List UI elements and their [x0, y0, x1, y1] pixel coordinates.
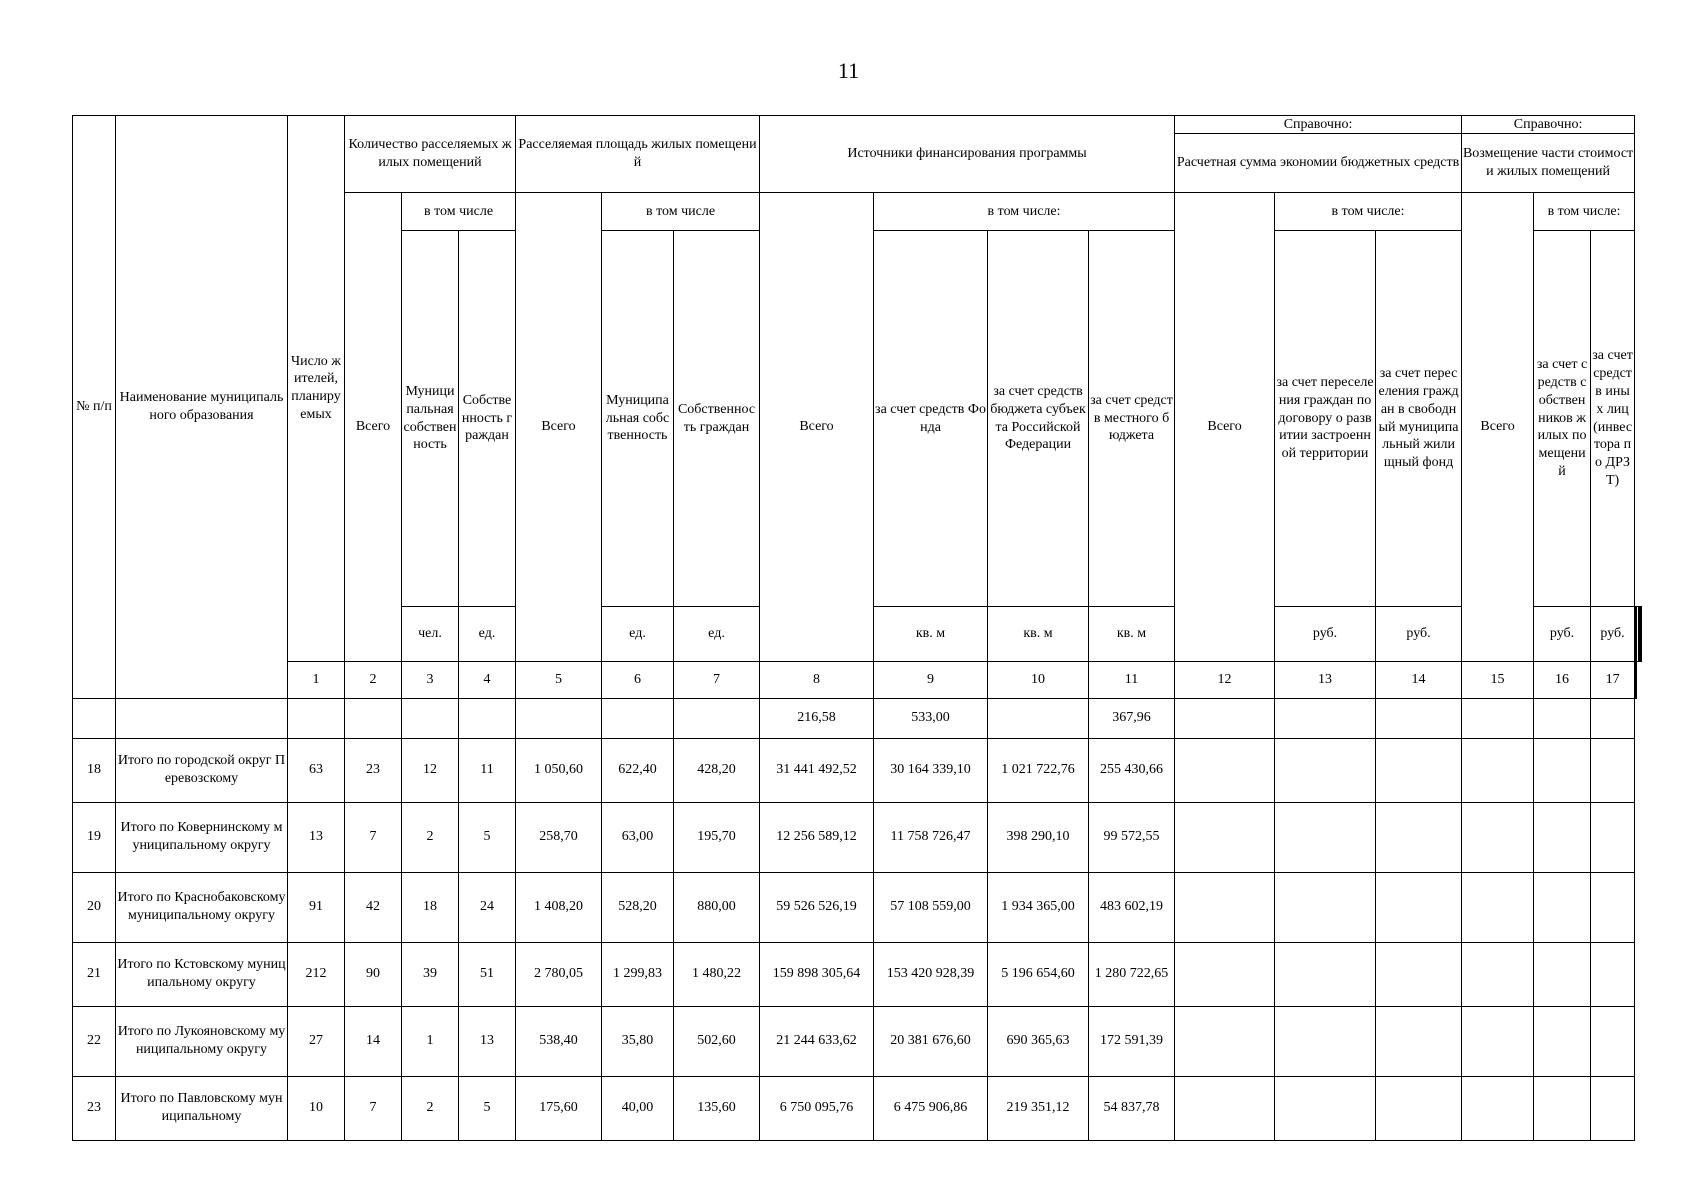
row-fin-fond: 153 420 928,39 — [874, 942, 988, 1006]
header-area-mun: Муниципальная собственность — [602, 231, 674, 607]
row-area-own: 135,60 — [674, 1076, 760, 1140]
row-empty-cell — [1175, 802, 1275, 872]
row-fin-local: 172 591,39 — [1089, 1006, 1175, 1076]
column-number: 2 — [345, 661, 402, 698]
row-residents: 91 — [288, 872, 345, 942]
carry-cell — [1175, 698, 1275, 738]
row-number: 22 — [73, 1006, 116, 1076]
header-fin-fond: за счет средств Фонда — [874, 231, 988, 607]
row-empty-cell — [1591, 802, 1635, 872]
carry-cell — [1275, 698, 1376, 738]
row-area-mun: 35,80 — [602, 1006, 674, 1076]
table-row — [73, 1006, 1642, 1076]
row-units-total: 42 — [345, 872, 402, 942]
carry-cell — [674, 698, 760, 738]
row-empty-cell — [1376, 1006, 1462, 1076]
row-fin-local: 99 572,55 — [1089, 802, 1175, 872]
row-units-mun: 18 — [402, 872, 459, 942]
carry-cell — [1591, 698, 1635, 738]
row-fin-subj: 398 290,10 — [988, 802, 1089, 872]
row-empty-cell — [1591, 1006, 1635, 1076]
header-econ-v-tom-chisle: в том числе: — [1275, 193, 1462, 231]
row-fin-total: 21 244 633,62 — [760, 1006, 874, 1076]
column-number: 7 — [674, 661, 760, 698]
header-econ-total: Всего — [1175, 193, 1275, 662]
column-number: 1 — [288, 661, 345, 698]
table-row — [73, 872, 1642, 942]
row-residents: 63 — [288, 738, 345, 802]
carry-cell — [1376, 698, 1462, 738]
table-row — [73, 942, 1642, 1006]
carry-cell — [73, 698, 116, 738]
row-empty-cell — [1534, 872, 1591, 942]
row-empty-cell — [1175, 738, 1275, 802]
row-units-mun: 39 — [402, 942, 459, 1006]
header-group-ekonomiya-cell — [1175, 116, 1462, 193]
row-area-total: 175,60 — [516, 1076, 602, 1140]
row-empty-cell — [1275, 872, 1376, 942]
header-fin-local: за счет средств местного бюджета — [1089, 231, 1175, 607]
row-area-own: 1 480,22 — [674, 942, 760, 1006]
row-fin-subj: 219 351,12 — [988, 1076, 1089, 1140]
column-number: 9 — [874, 661, 988, 698]
unit-cell: руб. — [1591, 607, 1635, 662]
table-row — [73, 802, 1642, 872]
row-fin-fond: 20 381 676,60 — [874, 1006, 988, 1076]
row-empty-cell — [1275, 738, 1376, 802]
header-vozm-v-tom-chisle: в том числе: — [1534, 193, 1635, 231]
row-empty-cell — [1591, 1076, 1635, 1140]
carry-cell — [402, 698, 459, 738]
unit-cell: кв. м — [988, 607, 1089, 662]
row-area-own: 195,70 — [674, 802, 760, 872]
header-spravochno-2: Справочно: — [1462, 116, 1634, 134]
row-units-own: 13 — [459, 1006, 516, 1076]
row-empty-cell — [1462, 942, 1534, 1006]
row-fin-fond: 11 758 726,47 — [874, 802, 988, 872]
unit-cell: чел. — [402, 607, 459, 662]
row-units-mun: 2 — [402, 1076, 459, 1140]
unit-cell: руб. — [1376, 607, 1462, 662]
header-area-total: Всего — [516, 193, 602, 662]
row-empty-cell — [1376, 872, 1462, 942]
row-empty-cell — [1275, 802, 1376, 872]
header-units-v-tom-chisle: в том числе — [402, 193, 516, 231]
header-area-v-tom-chisle: в том числе — [602, 193, 760, 231]
row-units-total: 7 — [345, 1076, 402, 1140]
header-group-istochniki: Источники финансирования программы — [760, 116, 1175, 193]
row-fin-total: 31 441 492,52 — [760, 738, 874, 802]
row-fin-local: 255 430,66 — [1089, 738, 1175, 802]
header-units-own: Собственность граждан — [459, 231, 516, 607]
row-name: Итого по Ковернинскому муниципальному округу — [116, 802, 288, 872]
row-empty-cell — [1591, 872, 1635, 942]
column-number: 4 — [459, 661, 516, 698]
row-number: 19 — [73, 802, 116, 872]
row-number: 20 — [73, 872, 116, 942]
header-fin-v-tom-chisle: в том числе: — [874, 193, 1175, 231]
header-area-own: Собственность граждан — [674, 231, 760, 607]
row-empty-cell — [1175, 872, 1275, 942]
row-units-total: 14 — [345, 1006, 402, 1076]
row-area-mun: 1 299,83 — [602, 942, 674, 1006]
row-area-mun: 528,20 — [602, 872, 674, 942]
header-group-kolichestvo: Количество расселяемых жилых помещений — [345, 116, 516, 193]
header-fin-total: Всего — [760, 193, 874, 662]
header-vozm-total: Всего — [1462, 193, 1534, 662]
column-number: 5 — [516, 661, 602, 698]
row-name: Итого по городской округ Перевозскому — [116, 738, 288, 802]
unit-cell: руб. — [1275, 607, 1376, 662]
row-empty-cell — [1462, 872, 1534, 942]
row-area-own: 502,60 — [674, 1006, 760, 1076]
row-units-own: 5 — [459, 1076, 516, 1140]
column-number: 3 — [402, 661, 459, 698]
row-residents: 212 — [288, 942, 345, 1006]
row-area-total: 1 408,20 — [516, 872, 602, 942]
row-empty-cell — [1376, 1076, 1462, 1140]
row-name: Итого по Лукояновскому муниципальному округу — [116, 1006, 288, 1076]
header-num: № п/п — [73, 116, 116, 699]
carry-cell — [602, 698, 674, 738]
row-name: Итого по Краснобаковскому муниципальному округу — [116, 872, 288, 942]
row-units-own: 11 — [459, 738, 516, 802]
header-econ-svobodny: за счет переселения граждан в свободный муниципальный жилищный фонд — [1376, 231, 1462, 607]
row-fin-subj: 690 365,63 — [988, 1006, 1089, 1076]
row-units-total: 90 — [345, 942, 402, 1006]
unit-cell: кв. м — [1089, 607, 1175, 662]
row-empty-cell — [1591, 738, 1635, 802]
table-row — [73, 738, 1642, 802]
row-residents: 27 — [288, 1006, 345, 1076]
row-empty-cell — [1376, 738, 1462, 802]
row-area-own: 880,00 — [674, 872, 760, 942]
header-units-mun: Муниципальная собственность — [402, 231, 459, 607]
column-number: 6 — [602, 661, 674, 698]
row-area-total: 538,40 — [516, 1006, 602, 1076]
row-fin-total: 12 256 589,12 — [760, 802, 874, 872]
carry-cell — [345, 698, 402, 738]
row-residents: 13 — [288, 802, 345, 872]
unit-cell: кв. м — [874, 607, 988, 662]
row-empty-cell — [1175, 942, 1275, 1006]
row-units-total: 7 — [345, 802, 402, 872]
header-units-total: Всего — [345, 193, 402, 662]
column-number: 10 — [988, 661, 1089, 698]
header-name: Наименование муниципального образования — [116, 116, 288, 699]
row-empty-cell — [1534, 942, 1591, 1006]
row-area-mun: 63,00 — [602, 802, 674, 872]
row-area-total: 258,70 — [516, 802, 602, 872]
row-empty-cell — [1275, 1076, 1376, 1140]
row-area-mun: 40,00 — [602, 1076, 674, 1140]
row-number: 18 — [73, 738, 116, 802]
row-residents: 10 — [288, 1076, 345, 1140]
row-units-mun: 1 — [402, 1006, 459, 1076]
unit-cell: ед. — [459, 607, 516, 662]
column-number: 12 — [1175, 661, 1275, 698]
row-empty-cell — [1462, 802, 1534, 872]
row-empty-cell — [1462, 738, 1534, 802]
row-units-own: 24 — [459, 872, 516, 942]
row-empty-cell — [1175, 1006, 1275, 1076]
row-fin-total: 159 898 305,64 — [760, 942, 874, 1006]
column-number: 14 — [1376, 661, 1462, 698]
row-fin-fond: 57 108 559,00 — [874, 872, 988, 942]
column-number: 8 — [760, 661, 874, 698]
row-empty-cell — [1462, 1076, 1534, 1140]
header-group-vozmeshchenie: Возмещение части стоимости жилых помещений — [1462, 146, 1634, 179]
row-area-mun: 622,40 — [602, 738, 674, 802]
header-residents: Число жителей, планируемых — [288, 116, 345, 662]
row-fin-fond: 30 164 339,10 — [874, 738, 988, 802]
row-empty-cell — [1376, 942, 1462, 1006]
row-units-total: 23 — [345, 738, 402, 802]
carry-cell — [288, 698, 345, 738]
row-empty-cell — [1534, 1076, 1591, 1140]
row-name: Итого по Кстовскому муниципальному округу — [116, 942, 288, 1006]
carry-fin-local: 367,96 — [1089, 698, 1175, 738]
row-number: 23 — [73, 1076, 116, 1140]
header-fin-subj: за счет средств бюджета субъекта Российской Федерации — [988, 231, 1089, 607]
page-number: 11 — [837, 58, 860, 83]
carry-cell — [459, 698, 516, 738]
carry-fin-total: 216,58 — [760, 698, 874, 738]
row-area-own: 428,20 — [674, 738, 760, 802]
row-fin-local: 1 280 722,65 — [1089, 942, 1175, 1006]
row-empty-cell — [1275, 942, 1376, 1006]
row-fin-subj: 1 934 365,00 — [988, 872, 1089, 942]
header-group-vozmeshchenie-cell — [1462, 116, 1635, 193]
header-group-ploshchad: Расселяемая площадь жилых помещений — [516, 116, 760, 193]
unit-cell: ед. — [674, 607, 760, 662]
row-empty-cell — [1376, 802, 1462, 872]
carry-cell — [988, 698, 1089, 738]
header-group-ekonomiya: Расчетная сумма экономии бюджетных средств — [1176, 155, 1460, 171]
row-area-total: 2 780,05 — [516, 942, 602, 1006]
row-fin-subj: 5 196 654,60 — [988, 942, 1089, 1006]
row-fin-subj: 1 021 722,76 — [988, 738, 1089, 802]
unit-cell: руб. — [1534, 607, 1591, 662]
carry-cell — [116, 698, 288, 738]
resettlement-table — [72, 115, 1642, 1141]
row-empty-cell — [1534, 802, 1591, 872]
unit-cell — [1640, 607, 1641, 662]
column-number: 17 — [1591, 661, 1635, 698]
header-spravochno-1: Справочно: — [1175, 116, 1461, 134]
header-vozm-sobstvenniki: за счет средств собственников жилых помещений — [1534, 231, 1591, 607]
row-fin-total: 59 526 526,19 — [760, 872, 874, 942]
row-empty-cell — [1275, 1006, 1376, 1076]
column-number: 11 — [1089, 661, 1175, 698]
row-empty-cell — [1462, 1006, 1534, 1076]
row-empty-cell — [1591, 942, 1635, 1006]
carry-fin-fond: 533,00 — [874, 698, 988, 738]
row-empty-cell — [1534, 738, 1591, 802]
row-empty-cell — [1175, 1076, 1275, 1140]
table-row — [73, 1076, 1642, 1140]
row-units-mun: 12 — [402, 738, 459, 802]
row-fin-local: 54 837,78 — [1089, 1076, 1175, 1140]
row-fin-fond: 6 475 906,86 — [874, 1076, 988, 1140]
row-units-own: 5 — [459, 802, 516, 872]
column-number: 13 — [1275, 661, 1376, 698]
row-area-total: 1 050,60 — [516, 738, 602, 802]
column-number: 15 — [1462, 661, 1534, 698]
column-number: 16 — [1534, 661, 1591, 698]
carry-cell — [1462, 698, 1534, 738]
carry-cell — [516, 698, 602, 738]
row-name: Итого по Павловскому муниципальному — [116, 1076, 288, 1140]
unit-cell: ед. — [602, 607, 674, 662]
row-units-mun: 2 — [402, 802, 459, 872]
row-fin-local: 483 602,19 — [1089, 872, 1175, 942]
row-number: 21 — [73, 942, 116, 1006]
row-units-own: 51 — [459, 942, 516, 1006]
header-vozm-inye: за счет средств иных лиц (инвестора по ДРЗТ) — [1591, 231, 1635, 607]
carry-cell — [1534, 698, 1591, 738]
header-econ-dogovor: за счет переселения граждан по договору о развитии застроенной территории — [1275, 231, 1376, 607]
row-fin-total: 6 750 095,76 — [760, 1076, 874, 1140]
column-number — [1636, 661, 1637, 698]
row-empty-cell — [1534, 1006, 1591, 1076]
